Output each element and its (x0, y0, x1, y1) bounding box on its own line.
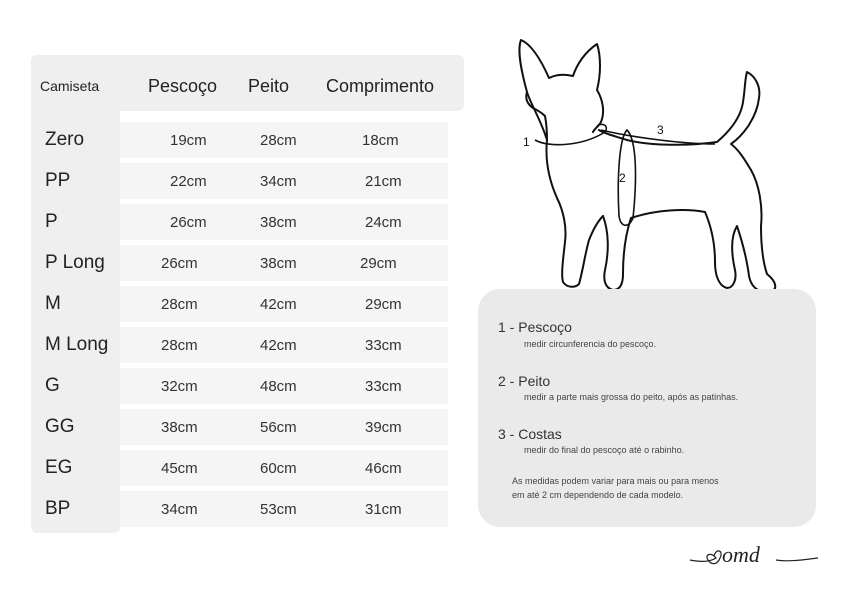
length-value: 46cm (365, 460, 402, 477)
guide-desc-neck: medir circunferencia do pescoço. (524, 339, 657, 349)
logo-underline (776, 558, 818, 561)
size-label: M Long (45, 334, 109, 355)
guide-title-chest: 2 - Peito (498, 373, 551, 389)
neck-value: 28cm (161, 337, 198, 354)
length-value: 18cm (362, 132, 399, 149)
logo-text: omd (722, 542, 760, 567)
size-label: Zero (45, 129, 85, 150)
dog-measurement-diagram (505, 30, 805, 310)
neck-value: 28cm (161, 296, 198, 313)
neck-value: 45cm (161, 460, 198, 477)
brand-logo (688, 538, 820, 572)
chest-value: 42cm (260, 337, 297, 354)
chest-value: 28cm (260, 132, 297, 149)
neck-value: 32cm (161, 378, 198, 395)
header-camiseta: Camiseta (40, 78, 100, 94)
neck-value: 22cm (170, 173, 207, 190)
size-label: M (45, 293, 61, 314)
neck-value: 26cm (161, 255, 198, 272)
note-line-1: As medidas podem variar para mais ou para menos (512, 476, 719, 486)
chest-value: 38cm (260, 214, 297, 231)
chest-value: 48cm (260, 378, 297, 395)
guide-desc-chest: medir a parte mais grossa do peito, após as patinhas. (524, 392, 739, 402)
logo-swirl-icon (690, 551, 721, 564)
marker-2: 2 (619, 171, 626, 185)
size-label: BP (45, 498, 71, 519)
chest-value: 42cm (260, 296, 297, 313)
length-value: 24cm (365, 214, 402, 231)
length-value: 33cm (365, 337, 402, 354)
length-value: 21cm (365, 173, 402, 190)
length-value: 31cm (365, 501, 402, 518)
length-value: 33cm (365, 378, 402, 395)
length-value: 39cm (365, 419, 402, 436)
size-label: P (45, 211, 58, 232)
size-label: G (45, 375, 60, 396)
chest-value: 53cm (260, 501, 297, 518)
chest-value: 34cm (260, 173, 297, 190)
neck-value: 38cm (161, 419, 198, 436)
marker-1: 1 (523, 135, 530, 149)
guide-title-neck: 1 - Pescoço (498, 319, 572, 335)
size-label: P Long (45, 252, 105, 273)
header-comprimento: Comprimento (326, 76, 435, 96)
neck-value: 26cm (170, 214, 207, 231)
chest-value: 56cm (260, 419, 297, 436)
guide-desc-back: medir do final do pescoço até o rabinho. (524, 445, 685, 455)
dog-outline (519, 40, 775, 292)
header-pescoco: Pescoço (148, 76, 218, 96)
neck-value: 34cm (161, 501, 198, 518)
size-label: EG (45, 457, 73, 478)
length-value: 29cm (365, 296, 402, 313)
size-label: GG (45, 416, 75, 437)
header-peito: Peito (248, 76, 290, 96)
guide-title-back: 3 - Costas (498, 426, 562, 442)
chest-value: 60cm (260, 460, 297, 477)
measurement-guide-box (478, 289, 816, 527)
chest-value: 38cm (260, 255, 297, 272)
size-label: PP (45, 170, 71, 191)
length-value: 29cm (360, 255, 397, 272)
note-line-2: em até 2 cm dependendo de cada modelo. (512, 490, 684, 500)
neck-value: 19cm (170, 132, 207, 149)
marker-3: 3 (657, 123, 664, 137)
